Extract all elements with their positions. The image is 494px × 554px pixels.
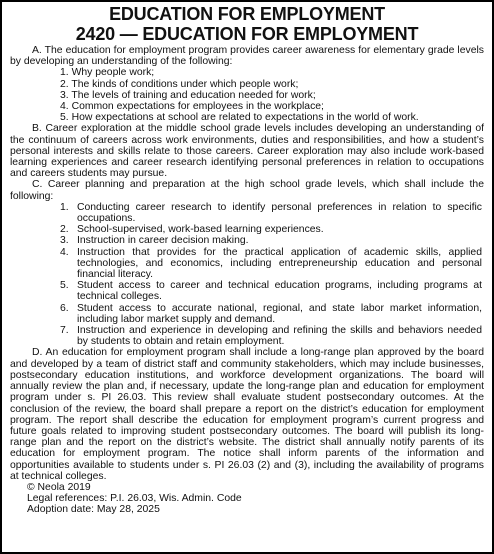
section-b-text: B. Career exploration at the middle school grade levels includes developing an understanding of the continuum of careers across work environments, duties and responsibilities, and how a student’s personal interests and skills relate to those careers. Career exploration may also include work-based learning experiences and career research identifying personal preferences in relation to occupations and careers students may pursue. xyxy=(10,123,484,180)
legal-references: Legal references: P.I. 26.03, Wis. Admin. Code xyxy=(27,493,242,505)
section-d-text: D. An education for employment program shall include a long-range plan approved by the board and developed by a team of district staff and community stakeholders, which may include businesses, postsecondary education institutions, and workforce development organizations. The board will annually review the plan and, if necessary, update the long-range plan and education for employment program under s. PI 26.03. This review shall evaluate student postsecondary outcomes. At the conclusion of the review, the board shall prepare a report on the district’s education for employment program. The report shall describe the education for employment program’s current progress and future goals related to improving student postsecondary outcomes. The board will publish its long-range plan and the report on the district’s website. The district shall annually notify parents of its education for employment program. The notice shall inform parents of the information and opportunities available to students under s. PI 26.03 (2) and (3), including the availability of programs at technical colleges. xyxy=(10,347,484,482)
list-item: 5. Student access to career and technical education programs, including programs at technical colleges. xyxy=(60,280,482,303)
notice-footer xyxy=(10,482,484,516)
notice-title: EDUCATION FOR EMPLOYMENT xyxy=(109,4,385,24)
list-item: 4. Common expectations for employees in the workplace; xyxy=(60,101,324,113)
list-item: 3. The levels of training and education needed for work; xyxy=(60,89,316,101)
list-item: 7. Instruction and experience in developing and refining the skills and behaviors needed by students to obtain and retain employment. xyxy=(60,325,482,348)
section-a-list xyxy=(10,67,484,123)
section-a-intro: A. The education for employment program provides career awareness for elementary grade levels by developing an understanding of the following: xyxy=(10,45,484,68)
section-c-intro: C. Career planning and preparation at the high school grade levels, which shall include the following: xyxy=(10,179,484,202)
list-item: 1. Why people work; xyxy=(60,67,155,79)
adoption-date: Adoption date: May 28, 2025 xyxy=(27,504,160,516)
copyright-line: © Neola 2019 xyxy=(27,481,91,493)
list-item: 2. School-supervised, work-based learning experiences. xyxy=(60,224,324,236)
list-item: 3. Instruction in career decision making. xyxy=(60,235,249,247)
section-c-list xyxy=(10,202,484,348)
list-item: 4. Instruction that provides for the practical application of academic skills, applied technologies, and economics, including entrepreneurship education and personal financial literacy. xyxy=(60,246,482,281)
policy-title: 2420 — EDUCATION FOR EMPLOYMENT xyxy=(75,24,419,44)
list-item: 6. Student access to accurate national, regional, and state labor market information, including labor market supply and demand. xyxy=(60,302,482,325)
list-item: 2. The kinds of conditions under which people work; xyxy=(60,78,299,90)
list-item: 1. Conducting career research to identify personal preferences in relation to specific occupations. xyxy=(60,201,482,225)
list-item: 5. How expectations at school are related to expectations in the world of work. xyxy=(60,112,419,124)
